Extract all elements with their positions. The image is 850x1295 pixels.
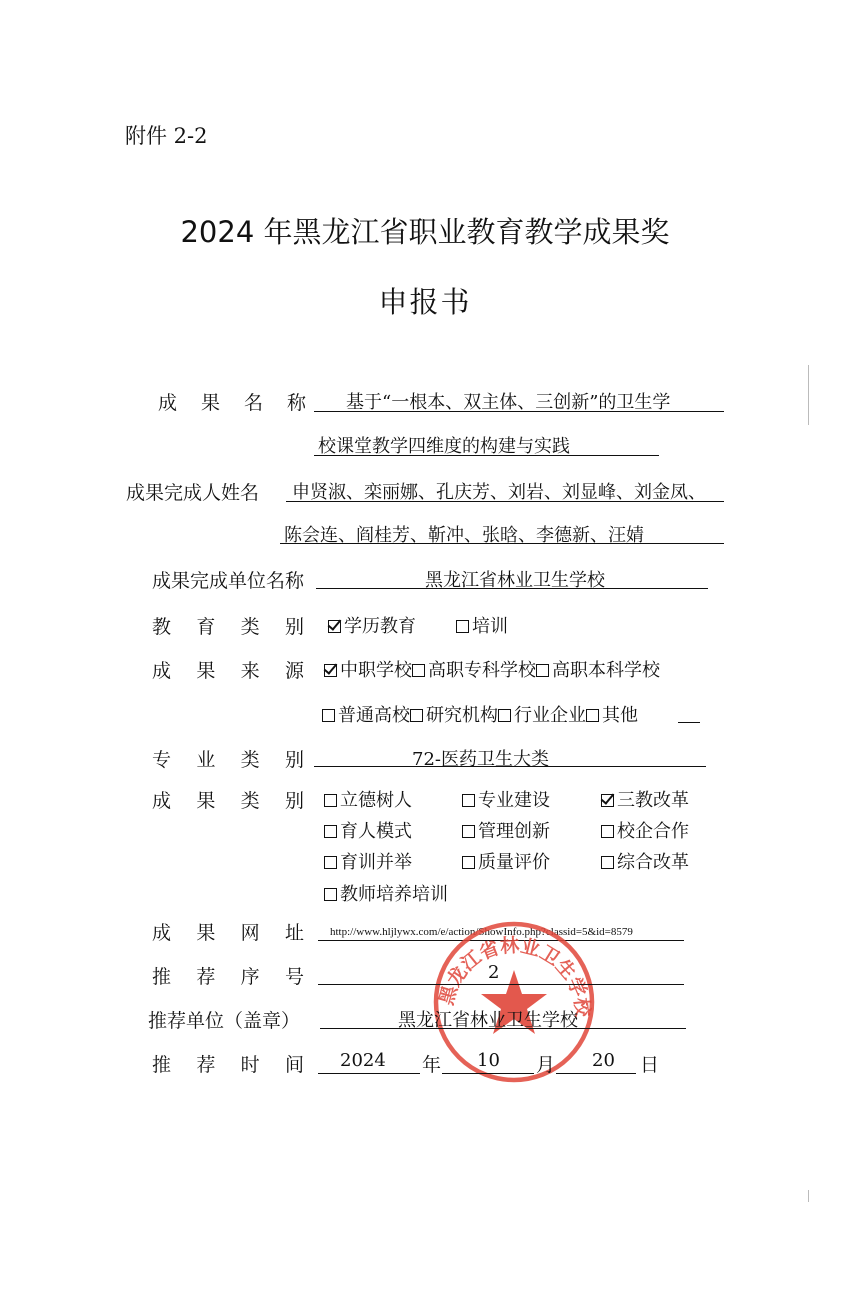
category-option-education-model[interactable]: 育人模式: [324, 817, 412, 843]
checkbox-icon[interactable]: [462, 856, 475, 869]
edu-type-option-academic[interactable]: 学历教育: [328, 612, 416, 638]
checkbox-icon[interactable]: [324, 888, 337, 901]
source-option-higher-vocational[interactable]: 高职专科学校: [412, 660, 536, 681]
source-option-university[interactable]: 普通高校: [322, 705, 410, 726]
scan-edge: [808, 365, 809, 425]
checkbox-icon[interactable]: [462, 825, 475, 838]
checkbox-checked-icon[interactable]: [601, 794, 614, 807]
source-row2: [322, 701, 638, 727]
checkbox-icon[interactable]: [324, 825, 337, 838]
checkbox-icon[interactable]: [498, 709, 511, 722]
checkbox-icon[interactable]: [324, 794, 337, 807]
category-option-education-training[interactable]: 育训并举: [324, 848, 412, 874]
checkbox-icon[interactable]: [324, 856, 337, 869]
achievement-name-label: 成 果 名 称: [158, 392, 306, 414]
checkbox-icon[interactable]: [462, 794, 475, 807]
checkbox-icon[interactable]: [456, 620, 469, 633]
underline: [442, 1073, 534, 1074]
source-option-vocational-undergrad[interactable]: 高职本科学校: [536, 660, 660, 681]
checkbox-icon[interactable]: [536, 664, 549, 677]
completers-label: 成果完成人姓名: [126, 482, 260, 504]
major-label: 专 业 类 别: [152, 749, 304, 771]
source-option-other[interactable]: 其他: [586, 705, 638, 726]
underline: [286, 501, 724, 502]
rec-unit-value: 黑龙江省林业卫生学校: [398, 1010, 578, 1031]
category-option-management[interactable]: 管理创新: [462, 817, 550, 843]
underline: [320, 1028, 686, 1029]
underline: [314, 455, 659, 456]
rec-no-label: 推 荐 序 号: [152, 966, 304, 988]
major-value: 72-医药卫生大类: [412, 749, 549, 770]
checkbox-checked-icon[interactable]: [324, 664, 337, 677]
source-label: 成 果 来 源: [152, 660, 304, 682]
category-option-quality[interactable]: 质量评价: [462, 848, 550, 874]
svg-text:黑龙江省林业卫生学校: 黑龙江省林业卫生学校: [435, 934, 594, 1018]
underline: [678, 722, 700, 723]
completers-line1: 申贤淑、栾丽娜、孔庆芳、刘岩、刘显峰、刘金凤、: [292, 482, 706, 503]
unit-value: 黑龙江省林业卫生学校: [425, 570, 605, 591]
rec-day: 20: [592, 1050, 615, 1071]
checkbox-icon[interactable]: [601, 856, 614, 869]
url-value[interactable]: http://www.hljlywx.com/e/action/ShowInfo.php?classid=5&id=8579: [330, 926, 633, 938]
underline: [314, 766, 706, 767]
month-unit: 月: [536, 1054, 556, 1076]
rec-no-value: 2: [488, 962, 500, 983]
rec-time-label: 推 荐 时 间: [152, 1054, 304, 1076]
unit-label: 成果完成单位名称: [152, 570, 305, 592]
source-option-vocational-secondary[interactable]: 中职学校: [324, 660, 412, 681]
year-unit: 年: [422, 1054, 442, 1076]
edu-type-option-training[interactable]: 培训: [456, 612, 508, 638]
checkbox-icon[interactable]: [322, 709, 335, 722]
category-option-comprehensive[interactable]: 综合改革: [601, 848, 689, 874]
checkbox-icon[interactable]: [412, 664, 425, 677]
rec-unit-label: 推荐单位（盖章）: [148, 1010, 301, 1032]
edu-type-label: 教 育 类 别: [152, 616, 304, 638]
checkbox-icon[interactable]: [586, 709, 599, 722]
category-option-major-building[interactable]: 专业建设: [462, 786, 550, 812]
category-option-three-reforms[interactable]: 三教改革: [601, 786, 689, 812]
completers-line2: 陈会连、阎桂芳、靳冲、张晗、李德新、汪婧: [284, 525, 644, 546]
source-option-industry[interactable]: 行业企业: [498, 705, 586, 726]
source-option-research[interactable]: 研究机构: [410, 705, 498, 726]
source-row1: [324, 656, 660, 682]
underline: [318, 1073, 420, 1074]
underline: [316, 588, 708, 589]
underline: [556, 1073, 636, 1074]
underline: [318, 984, 684, 985]
category-option-teacher-training[interactable]: 教师培养培训: [324, 880, 448, 906]
rec-month: 10: [477, 1050, 500, 1071]
official-seal-icon: [430, 918, 598, 1086]
achievement-name-line2: 校课堂教学四维度的构建与实践: [318, 436, 570, 457]
checkbox-checked-icon[interactable]: [328, 620, 341, 633]
achievement-name-line1: 基于“一根本、双主体、三创新”的卫生学: [346, 392, 671, 413]
checkbox-icon[interactable]: [410, 709, 423, 722]
scan-edge: [808, 1190, 809, 1202]
page-subtitle: 申报书: [378, 285, 472, 319]
underline: [280, 543, 724, 544]
rec-year: 2024: [340, 1050, 386, 1071]
category-label: 成 果 类 别: [152, 790, 304, 812]
url-label: 成 果 网 址: [152, 922, 304, 944]
category-option-moral[interactable]: 立德树人: [324, 786, 412, 812]
day-unit: 日: [640, 1054, 660, 1076]
page-title: 2024 年黑龙江省职业教育教学成果奖: [180, 215, 670, 249]
underline: [314, 411, 724, 412]
category-option-school-enterprise[interactable]: 校企合作: [601, 817, 689, 843]
attachment-label: 附件 2-2: [125, 124, 208, 148]
checkbox-icon[interactable]: [601, 825, 614, 838]
